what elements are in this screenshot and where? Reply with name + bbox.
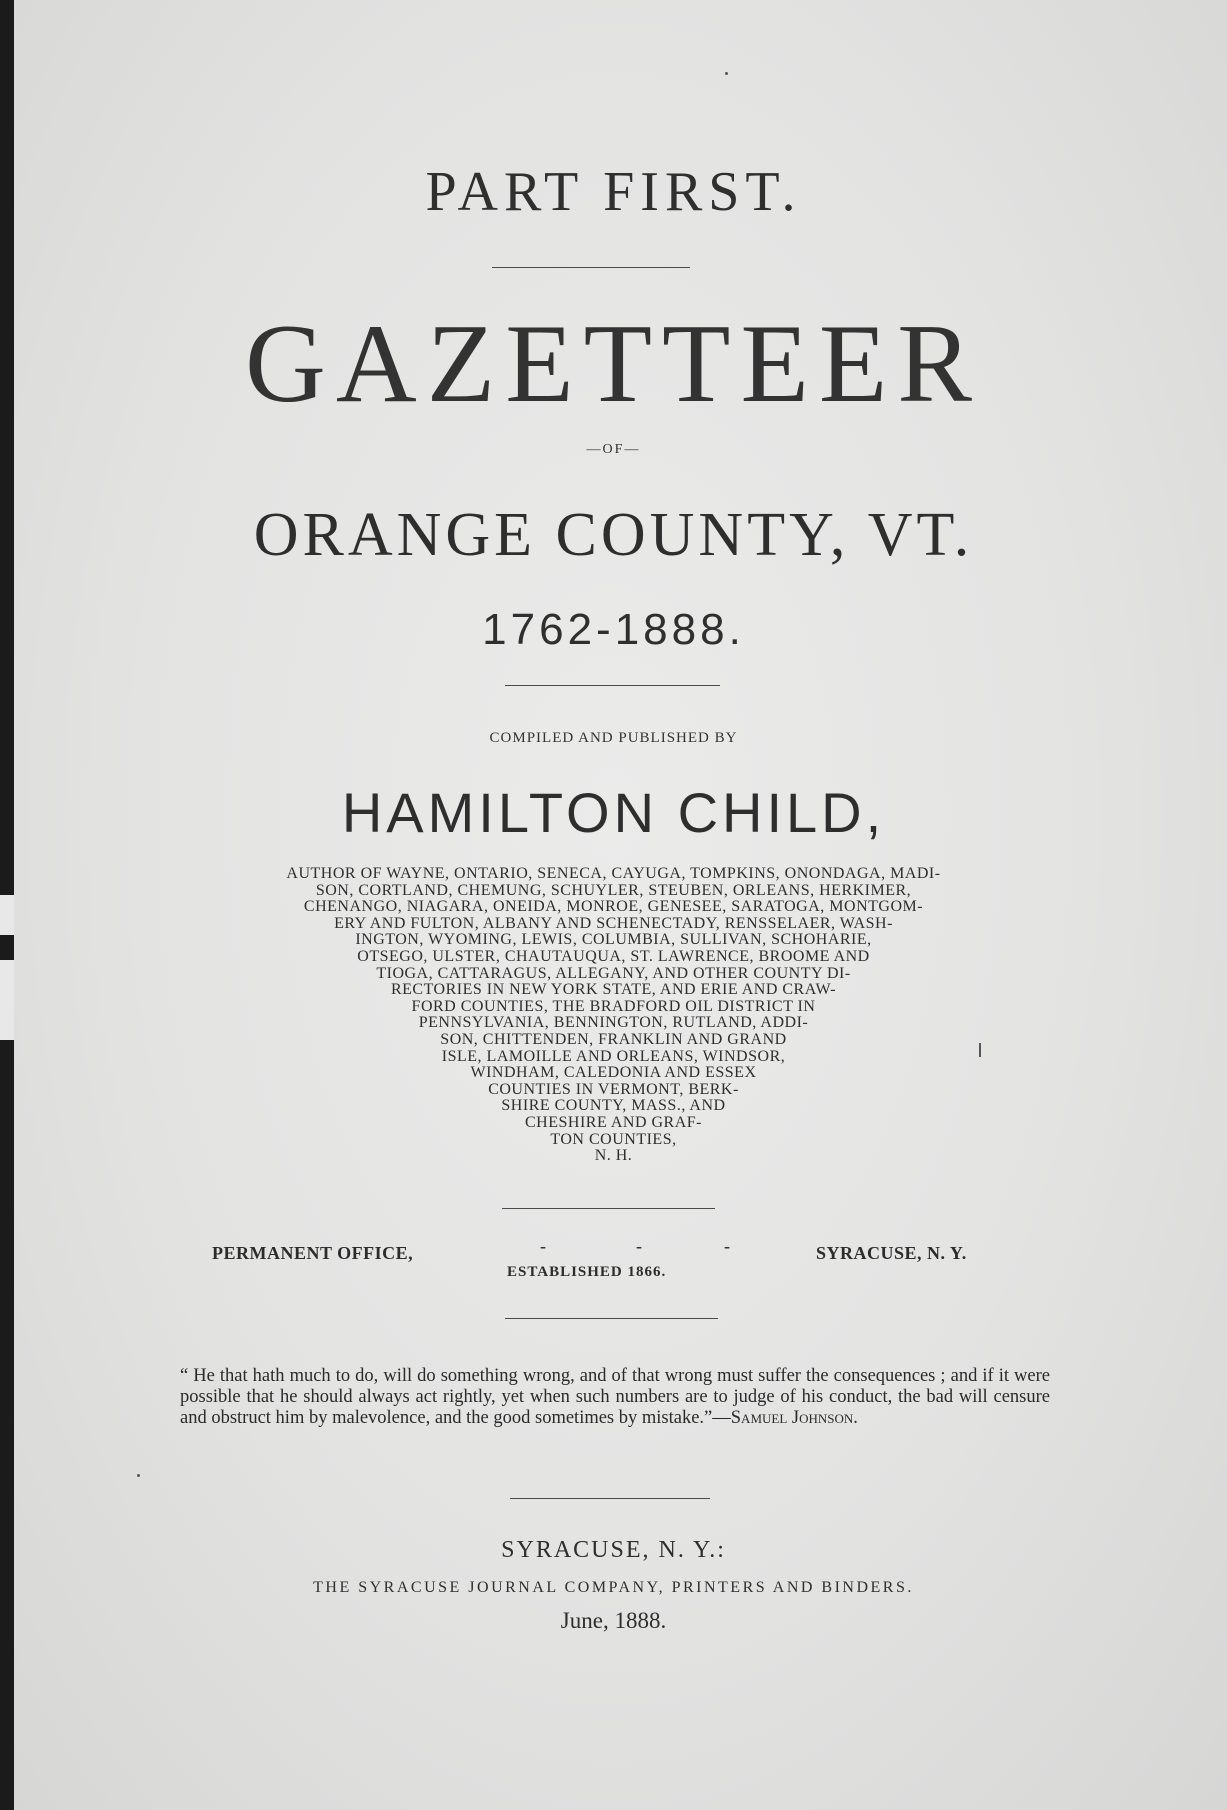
divider-rule: [492, 267, 690, 268]
works-line: N. H.: [594, 1147, 633, 1165]
main-title: GAZETTEER: [245, 302, 982, 426]
ink-speck: [137, 1474, 140, 1477]
epigraph-quote: [180, 1366, 1050, 1429]
works-line: TON COUNTIES,: [550, 1130, 677, 1148]
date-range: 1762-1888.: [482, 605, 745, 654]
works-line: OTSEGO, ULSTER, CHAUTAUQUA, ST. LAWRENCE, BROOME AND: [357, 947, 870, 965]
part-heading: PART FIRST.: [425, 161, 802, 223]
compiled-by-label: COMPILED AND PUBLISHED BY: [489, 730, 738, 746]
works-line: SHIRE COUNTY, MASS., AND: [501, 1097, 726, 1115]
divider-rule: [505, 1318, 718, 1319]
separator-dash: -: [636, 1236, 642, 1256]
imprint-city: SYRACUSE, N. Y.:: [501, 1537, 726, 1563]
imprint-printer: THE SYRACUSE JOURNAL COMPANY, PRINTERS AND BINDERS.: [313, 1579, 914, 1596]
office-location: SYRACUSE, N. Y.: [816, 1243, 967, 1263]
quote-attribution: Samuel Johnson.: [730, 1408, 858, 1428]
divider-rule: [505, 685, 720, 686]
works-line: CHENANGO, NIAGARA, ONEIDA, MONROE, GENESEE, SARATOGA, MONTGOM-: [303, 898, 924, 916]
author-name: HAMILTON CHILD,: [341, 781, 886, 844]
works-line: SON, CORTLAND, CHEMUNG, SCHUYLER, STEUBEN, ORLEANS, HERKIMER,: [315, 881, 912, 899]
works-line: COUNTIES IN VERMONT, BERK-: [488, 1080, 739, 1098]
works-line: TIOGA, CATTARAGUS, ALLEGANY, AND OTHER COUNTY DI-: [376, 964, 851, 982]
works-line: WINDHAM, CALEDONIA AND ESSEX: [470, 1064, 757, 1082]
divider-rule: [502, 1208, 715, 1209]
separator-dash: -: [540, 1236, 546, 1256]
works-line: AUTHOR OF WAYNE, ONTARIO, SENECA, CAYUGA, TOMPKINS, ONONDAGA, MADI-: [286, 865, 941, 882]
works-line: PENNSYLVANIA, BENNINGTON, RUTLAND, ADDI-: [418, 1014, 809, 1032]
imprint-date: June, 1888.: [560, 1608, 667, 1633]
ink-mark: [979, 1043, 981, 1057]
established-label: ESTABLISHED 1866.: [507, 1264, 667, 1280]
permanent-office-label: PERMANENT OFFICE,: [212, 1243, 414, 1263]
county-title: ORANGE COUNTY, VT.: [253, 501, 974, 569]
author-works-list: [0, 866, 1227, 1165]
works-line: SON, CHITTENDEN, FRANKLIN AND GRAND: [440, 1030, 787, 1048]
works-line: ERY AND FULTON, ALBANY AND SCHENECTADY, RENSSELAER, WASH-: [334, 914, 893, 932]
works-line: RECTORIES IN NEW YORK STATE, AND ERIE AND CRAW-: [390, 981, 837, 999]
divider-rule: [510, 1498, 710, 1499]
works-line: CHESHIRE AND GRAF-: [524, 1113, 702, 1131]
of-connector: —OF—: [586, 442, 641, 457]
works-line: FORD COUNTIES, THE BRADFORD OIL DISTRICT IN: [411, 997, 816, 1015]
quote-text: “ He that hath much to do, will do something wrong, and of that wrong must suffer the consequences ; and if it were possible that he should always act rightly, yet when such numbers are to judge of his conduct, the bad will censure and obstruct him by malevolence, and the good sometimes by mistake.”—: [180, 1366, 1050, 1428]
separator-dash: -: [724, 1236, 730, 1256]
works-line: INGTON, WYOMING, LEWIS, COLUMBIA, SULLIVAN, SCHOHARIE,: [355, 931, 872, 949]
ink-speck: [725, 72, 728, 75]
works-line: ISLE, LAMOILLE AND ORLEANS, WINDSOR,: [441, 1047, 786, 1065]
